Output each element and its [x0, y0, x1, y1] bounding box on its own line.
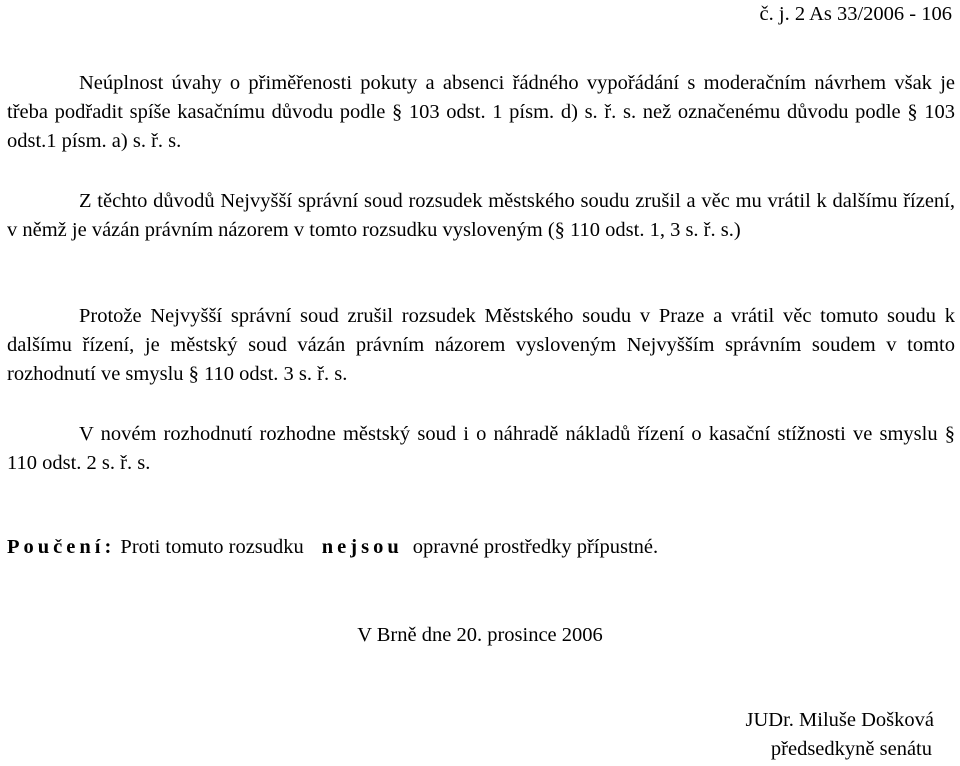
signatory-title: předsedkyně senátu	[770, 738, 932, 760]
instruction-text-after: opravné prostředky přípustné.	[412, 536, 659, 558]
place-and-date: V Brně dne 20. prosince 2006	[357, 624, 603, 646]
instruction-emphasis: nejsou	[321, 536, 403, 558]
paragraph-binding-opinion: Protože Nejvyšší správní soud zrušil rozsudek Městského soudu v Praze a vrátil věc tomuto soudu k dalšímu řízení, je městský soud vázán právním názorem vysloveným Nejvyšším správním soudem v tomto rozhodnutí ve smyslu § 110 odst. 3 s. ř. s.	[7, 305, 955, 385]
instruction-line	[7, 533, 658, 562]
instruction-text-before: Proti tomuto rozsudku	[120, 536, 304, 558]
signatory-name: JUDr. Miluše Došková	[745, 709, 934, 731]
instruction-label: Poučení:	[7, 536, 116, 558]
case-number: č. j. 2 As 33/2006 - 106	[759, 3, 952, 25]
paragraph-reasoning-incompleteness: Neúplnost úvahy o přiměřenosti pokuty a absenci řádného vypořádání s moderačním návrhem však je třeba podřadit spíše kasačnímu důvodu podle § 103 odst. 1 písm. d) s. ř. s. než označenému důvodu podle § 103 odst.1 písm. a) s. ř. s.	[7, 72, 955, 152]
signature-block	[746, 706, 934, 764]
paragraph-costs: V novém rozhodnutí rozhodne městský soud i o náhradě nákladů řízení o kasační stížnosti ve smyslu § 110 odst. 2 s. ř. s.	[7, 423, 955, 474]
paragraph-reasons-annulment: Z těchto důvodů Nejvyšší správní soud rozsudek městského soudu zrušil a věc mu vrátil k dalšímu řízení, v němž je vázán právním názorem v tomto rozsudku vysloveným (§ 110 odst. 1, 3 s. ř. s.)	[7, 190, 955, 241]
